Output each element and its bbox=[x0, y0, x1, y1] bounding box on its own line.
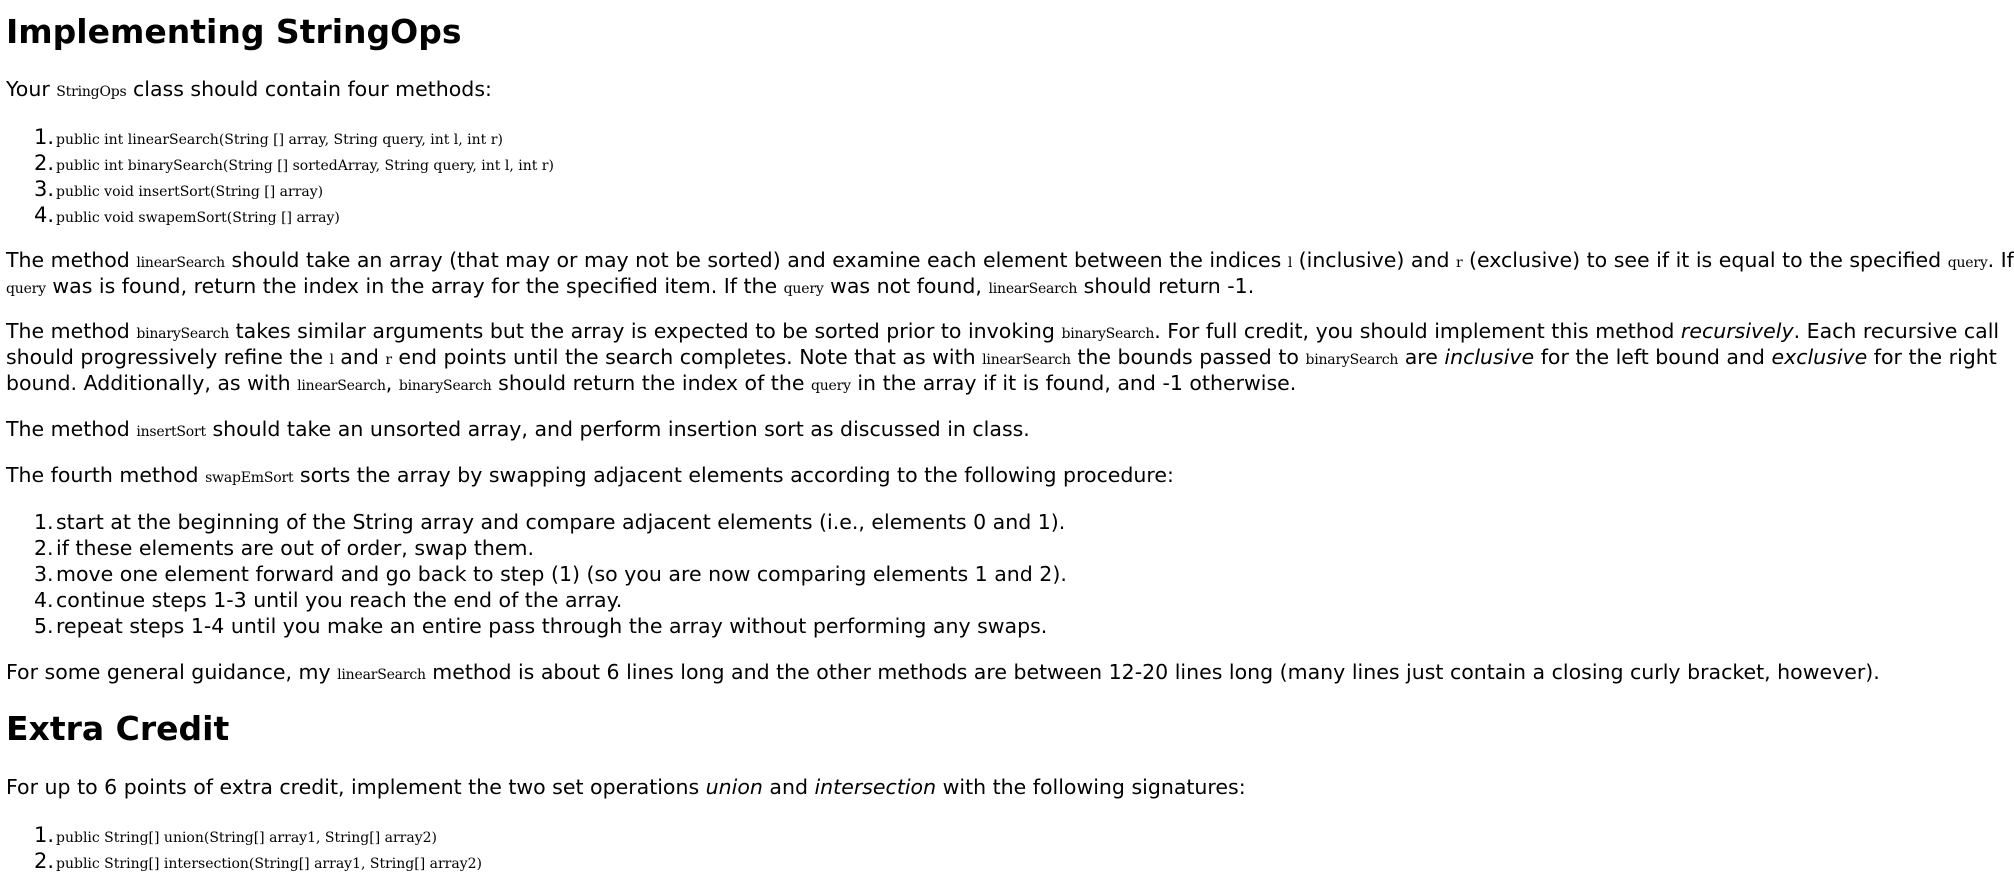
linear-search-paragraph-line1: The method linearSearch should take an array (that may or may not be sorted) and examine each element between the indices l (inclusive) and r (exclusive) to see if it is equal to the specified query. If bbox=[6, 248, 2014, 272]
extra-credit-heading: Extra Credit bbox=[6, 709, 230, 748]
swap-sort-paragraph: The fourth method swapEmSort sorts the array by swapping adjacent elements according to the following procedure: bbox=[6, 463, 1174, 487]
binary-search-paragraph-line1: The method binarySearch takes similar arguments but the array is expected to be sorted prior to invoking binarySearch. For full credit, you should implement this method recursively. Each recursive call bbox=[6, 319, 2000, 343]
page-title: Implementing StringOps bbox=[6, 12, 462, 51]
binary-search-paragraph-line2: should progressively refine the l and r end points until the search completes. Note that as with linearSearch the bounds passed to binarySearch are inclusive for the left bound and exclusive for the right bbox=[6, 345, 1997, 369]
class-name-code: StringOps bbox=[56, 84, 127, 100]
list-item: 1. public int linearSearch(String [] array, String query, int l, int r) bbox=[34, 125, 503, 149]
list-item: 4. continue steps 1-3 until you reach the end of the array. bbox=[34, 588, 623, 612]
list-item: 4. public void swapemSort(String [] array) bbox=[34, 203, 340, 227]
linear-search-paragraph-line2: query was is found, return the index in the array for the specified item. If the query was not found, linearSearch should return -1. bbox=[6, 274, 1255, 298]
guidance-paragraph: For some general guidance, my linearSearch method is about 6 lines long and the other methods are between 12-20 lines long (many lines just contain a closing curly bracket, however). bbox=[6, 660, 1880, 684]
insert-sort-paragraph: The method insertSort should take an unsorted array, and perform insertion sort as discussed in class. bbox=[6, 417, 1030, 441]
list-item: 3. move one element forward and go back to step (1) (so you are now comparing elements 1 and 2). bbox=[34, 562, 1067, 586]
steps-list bbox=[6, 509, 1891, 639]
list-item: 5. repeat steps 1-4 until you make an entire pass through the array without performing any swaps. bbox=[34, 614, 1048, 638]
list-item: 3. public void insertSort(String [] array) bbox=[34, 177, 324, 201]
list-item: 2. if these elements are out of order, swap them. bbox=[34, 536, 535, 560]
binary-search-paragraph-line3: bound. Additionally, as with linearSearch, binarySearch should return the index of the query in the array if it is found, and -1 otherwise. bbox=[6, 371, 1297, 395]
intro-paragraph: Your StringOps class should contain four methods: bbox=[6, 77, 492, 101]
list-item: 1. start at the beginning of the String array and compare adjacent elements (i.e., elements 0 and 1). bbox=[34, 510, 1066, 534]
extra-credit-paragraph: For up to 6 points of extra credit, implement the two set operations union and intersection with the following signatures: bbox=[6, 775, 1246, 799]
list-item: 2. public String[] intersection(String[] array1, String[] array2) bbox=[34, 849, 482, 873]
methods-list bbox=[6, 124, 1891, 228]
list-item: 2. public int binarySearch(String [] sortedArray, String query, int l, int r) bbox=[34, 151, 554, 175]
list-item: 1. public String[] union(String[] array1, String[] array2) bbox=[34, 823, 437, 847]
extra-methods-list bbox=[6, 822, 1891, 874]
